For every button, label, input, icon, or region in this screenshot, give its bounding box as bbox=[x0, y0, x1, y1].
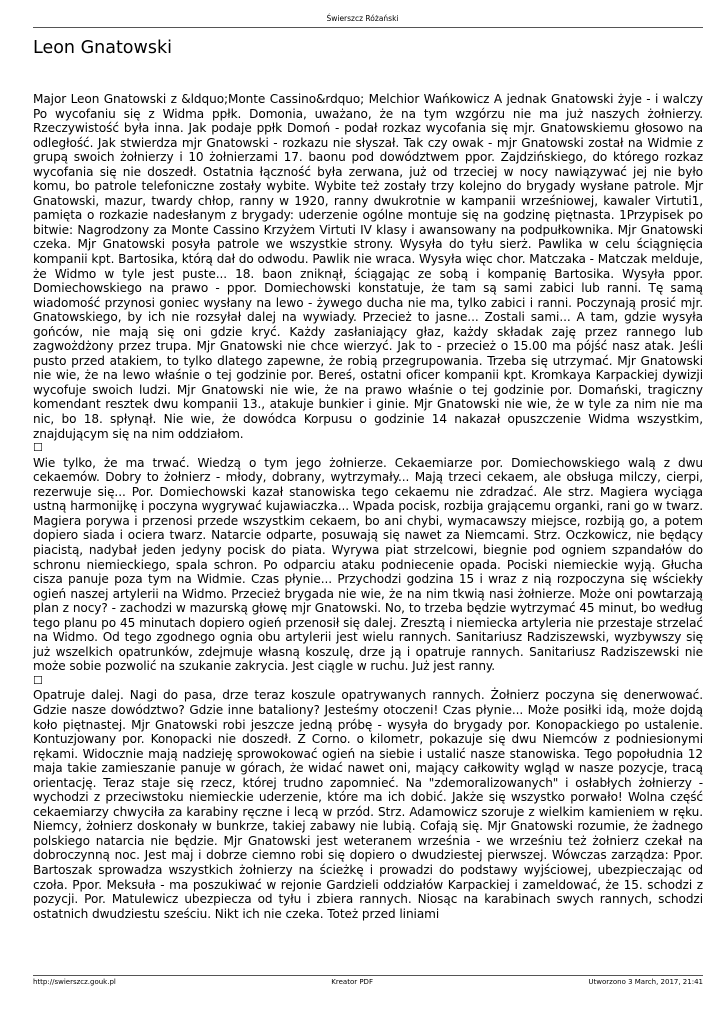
footer-creator: Kreator PDF bbox=[331, 978, 373, 986]
document-body bbox=[33, 92, 703, 921]
box-icon: ☐ bbox=[33, 441, 43, 455]
box-icon: ☐ bbox=[33, 673, 43, 687]
footer-created-date: Utworzono 3 March, 2017, 21:41 bbox=[588, 978, 703, 986]
header-divider bbox=[33, 27, 703, 28]
footer-divider bbox=[33, 975, 703, 976]
page-header: Świerszcz Różański bbox=[326, 14, 399, 23]
paragraph-1: Major Leon Gnatowski z &ldquo;Monte Cassino&rdquo; Melchior Wańkowicz A jednak Gnatowski żyje - i walczy Po wycofaniu się z Widma ppłk. Domonia, uważano, że na tym wzgórzu nie ma już naszych żołnierzy. Rzeczywistość była inna. Jak podaje ppłk Domoń - podał rozkaz wycofania się mjr. Gnatowskiemu głosowo na odległość. Jak stwierdza mjr Gnatowski - rozkazu nie słyszał. Tak czy owak - mjr Gnatowski został na Widmie z grupą swoich żołnierzy i 10 żołnierzami 17. baonu pod dowództwem ppor. Zajdzińskiego, do którego rozkaz wycofania się nie doszedł. Ostatnia łączność była zerwana, już od trzeciej w nocy nawiązywać jej nie było komu, bo patrole telefoniczne zostały wybite. Wybite też zostały trzy kolejno do brygady wysłane patrole. Mjr Gnatowski, mazur, twardy chłop, ranny w 1920, ranny dwukrotnie w kampanii wrześniowej, kawaler Virtuti1, pamięta o rozkazie nadesłanym z brygady: uderzenie ogólne montuje się na godzinę piętnasta. 1Przypisek po bitwie: Nagrodzony za Monte Cassino Krzyżem Virtuti IV klasy i awansowany na podpułkownika. Mjr Gnatowski czeka. Mjr Gnatowski posyła patrole we wszystkie strony. Wysyła do tyłu sierż. Pawlika w celu ściągnięcia kompanii kpt. Bartosika, którą dał do odwodu. Pawlik nie wraca. Wysyła więc chor. Matczaka - Matczak melduje, że Widmo w tyle jest puste... 18. baon zniknął, ściągając ze sobą i kompanię Bartosika. Wysyła ppor. Domiechowskiego na prawo - ppor. Domiechowski konstatuje, że tam są sami zabici lub ranni. Tę samą wiadomość przynosi goniec wysłany na lewo - żywego ducha nie ma, tylko zabici i ranni. Poczynają prosić mjr. Gnatowskiego, by ich nie rozsyłał dalej na wywiady. Przecież to jasne... Zostali sami... A tam, gdzie wysyła gońców, nie mają się oni gdzie kryć. Każdy zasłaniający głaz, każdy składak zaję przez rannego lub zagwożdżony przez trupa. Mjr Gnatowski nie chce wierzyć. Jak to - przecież o 15.00 ma pójść nasz atak. Jeśli pusto przed atakiem, to tylko dlatego zapewne, że robią przegrupowania. Trzeba się utrzymać. Mjr Gnatowski nie wie, że na lewo właśnie o tej godzinie por. Bereś, ostatni oficer kompanii kpt. Kromkaya Karpackiej dywizji wycofuje swoich ludzi. Mjr Gnatowski nie wie, że na prawo właśnie o tej godzinie por. Domański, tragiczny komendant resztek dwu kompanii 13., atakuje bunkier i ginie. Mjr Gnatowski nie wie, że w tyle za nim nie ma nic, bo 18. spłynął. Nie wie, że dowódca Korpusu o godzinie 14 nakazał opuszczenie Widma wszystkim, znajdującym się na nim oddziałom. bbox=[33, 92, 703, 441]
paragraph-2: Wie tylko, że ma trwać. Wiedzą o tym jego żołnierze. Cekaemiarze por. Domiechowskiego walą z dwu cekaemów. Dobry to żołnierz - młody, dobrany, wytrzymały... Mają trzeci cekaem, ale obsługa milczy, cierpi, rezerwuje się... Por. Domiechowski kazał stanowiska tego cekaemu nie zdradzać. Ale strz. Magiera wyciąga ustną harmonijkę i poczyna wygrywać kujawiaczka... Wpada pocisk, rozbija grającemu organki, rani go w twarz. Magiera porywa i przenosi przede wszystkim cekaem, bo ani chybi, wymacawszy miejsce, rozbiją go, a potem dopiero siada i ociera twarz. Natarcie odparte, posuwają się nawet za Niemcami. Strz. Oczkowicz, nie będący piacistą, nadybał jeden jedyny pocisk do piata. Wyrywa piat strzelcowi, biegnie pod ogniem szpandałów do schronu niemieckiego, spala schron. Po odparciu ataku podniecenie opada. Pociski niemieckie wyją. Głucha cisza panuje poza tym na Widmie. Czas płynie... Przychodzi godzina 15 i wraz z nią rozpoczyna się wściekły ogień naszej artylerii na Widmo. Przecież brygada nie wie, że na nim tkwią nasi żołnierze. Może oni powtarzają plan z nocy? - zachodzi w mazurską głowę mjr Gnatowski. No, to trzeba będzie wytrzymać 45 minut, bo według tego planu po 45 minutach dopiero ogień przenosił się dalej. Zresztą i niemiecka artyleria nie przestaje strzelać na Widmo. Od tego zgodnego ognia obu artylerii jest wielu rannych. Sanitariusz Radziszewski, wyzbywszy się już wszelkich opatrunków, zdejmuje własną koszulę, drze ją i opatruje rannych. Sanitariusz Radziszewski nie może sobie pozwolić na szukanie zakrycia. Jest ciągle w ruchu. Już jest ranny. bbox=[33, 455, 703, 674]
page-footer bbox=[33, 978, 703, 986]
footer-url: http://swierszcz.gouk.pl bbox=[33, 978, 116, 986]
paragraph-3: Opatruje dalej. Nagi do pasa, drze teraz koszule opatrywanych rannych. Żołnierz poczyna się denerwować. Gdzie nasze dowództwo? Gdzie inne bataliony? Jesteśmy otoczeni! Czas płynie... Może posiłki idą, może dojdą koło piętnastej. Mjr Gnatowski robi jeszcze jedną próbę - wysyła do brygady por. Konopackiego po ustalenie. Kontuzjowany por. Konopacki nie doszedł. Z Corno. o kilometr, pokazuje się dwu Niemców z podniesionymi rękami. Widocznie mają nadzieję sprowokować ogień na siebie i ustalić nasze stanowiska. Tego popołudnia 12 maja takie zamieszanie panuje w górach, że widać nawet oni, mający całkowity wgląd w nasze pozycje, tracą orientację. Teraz staje się rzecz, której trudno zapomnieć. Na "zdemoralizowanych" i osłabłych żołnierzy - wychodzi z przeciwstoku niemieckie uderzenie, które ma ich dobić. Jakże się wszystko porwało! Wolna część cekaemiarzy chwyciła za karabiny ręczne i lecą w przód. Strz. Adamowicz szoruje z wielkim kamieniem w ręku. Niemcy, żołnierz doskonały w bunkrze, takiej zabawy nie lubią. Cofają się. Mjr Gnatowski rozumie, że żadnego polskiego natarcia nie będzie. Mjr Gnatowski jest weteranem września - we wrześniu też żołnierz czekał na dobroczynną noc. Jest maj i dobrze ciemno robi się dopiero o dwudziestej pierwszej. Wówczas zarządza: Ppor. Bartoszak sprowadza wszystkich żołnierzy na ścieżkę i prowadzi do podstawy wyjściowej, ubezpieczając od czoła. Ppor. Meksuła - ma poszukiwać w rejonie Gardzieli oddziałów Karpackiej i zameldować, że 15. schodzi z pozycji. Por. Matulewicz ubezpiecza od tyłu i zbiera rannych. Niosąc na karabinach swych rannych, schodzi ostatnich dwudziestu sześciu. Nikt ich nie czeka. Toteż przed liniami bbox=[33, 688, 703, 921]
document-title: Leon Gnatowski bbox=[33, 38, 172, 58]
